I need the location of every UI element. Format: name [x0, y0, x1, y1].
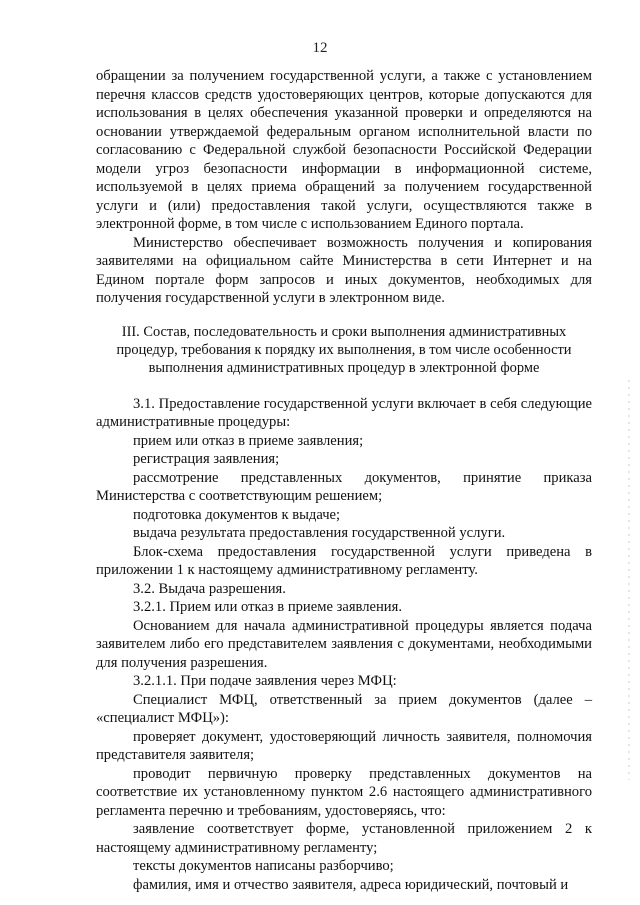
list-item-procedure-2: регистрация заявления;	[133, 451, 280, 467]
paragraph-3-2: 3.2. Выдача разрешения.	[133, 580, 286, 597]
paragraph-3-2-1-1: 3.2.1.1. При подаче заявления через МФЦ:	[133, 673, 397, 689]
list-item-procedure-3: рассмотрение представленных документов, принятие приказа Министерства с соответствующим решением;	[96, 469, 592, 504]
list-item-procedure-4: подготовка документов к выдаче;	[133, 506, 341, 523]
list-item-name-address: фамилия, имя и отчество заявителя, адреса юридический, почтовый и	[133, 876, 569, 893]
list-item-procedure-5: выдача результата предоставления государственной услуги.	[133, 525, 506, 541]
list-item-legible: тексты документов написаны разборчиво;	[133, 858, 394, 874]
list-item-procedure-1: прием или отказ в приеме заявления;	[133, 432, 364, 449]
paragraph-3-2-1: 3.2.1. Прием или отказ в приеме заявления.	[133, 599, 402, 615]
paragraph-ministry-forms: Министерство обеспечивает возможность получения и копирования заявителями на официальном сайте Министерства в сети Интернет и на Едином портале форм запросов и иных документов, необходимых для получения государственной услуги в электронном виде.	[96, 234, 592, 306]
document-body	[96, 67, 592, 894]
paragraph-flowchart: Блок-схема предоставления государственной услуги приведена в приложении 1 к настоящему административному регламенту.	[96, 543, 592, 578]
scan-edge-artifact	[628, 380, 630, 780]
page-number: 12	[312, 40, 328, 56]
section-heading-3: III. Состав, последовательность и сроки выполнения административных процедур, требования к порядку их выполнения, в том числе особенности выполнения административных процедур в электронной форме	[116, 323, 572, 376]
paragraph-digital-signature: обращении за получением государственной услуги, а также с установлением перечня классов средств удостоверяющих центров, которые допускаются для использования в целях обеспечения указанной проверки и определяются на основании утверждаемой федеральным органом исполнительной власти по согласованию с Федеральной службой безопасности Российской Федерации модели угроз безопасности информации в информационной системе, используемой в целях приема обращений за получением государственной услуги и (или) предоставления такой услуги, осуществляются также в электронной форме, в том числе с использованием Единого портала.	[96, 68, 592, 232]
paragraph-mfc-specialist: Специалист МФЦ, ответственный за прием документов (далее – «специалист МФЦ»):	[96, 691, 592, 726]
list-item-form-compliance: заявление соответствует форме, установленной приложением 2 к настоящему административному регламенту;	[96, 821, 592, 856]
paragraph-basis: Основанием для начала административной процедуры является подача заявителем либо его представителем заявления с документами, необходимыми для получения разрешения.	[96, 617, 592, 671]
list-item-primary-check: проводит первичную проверку представленных документов на соответствие их установленному пунктом 2.6 настоящего административного регламента перечню и требованиям, удостоверяясь, что:	[96, 765, 592, 819]
paragraph-3-1: 3.1. Предоставление государственной услуги включает в себя следующие административные процедуры:	[96, 395, 592, 430]
list-item-check-identity: проверяет документ, удостоверяющий личность заявителя, полномочия представителя заявителя;	[96, 728, 592, 763]
